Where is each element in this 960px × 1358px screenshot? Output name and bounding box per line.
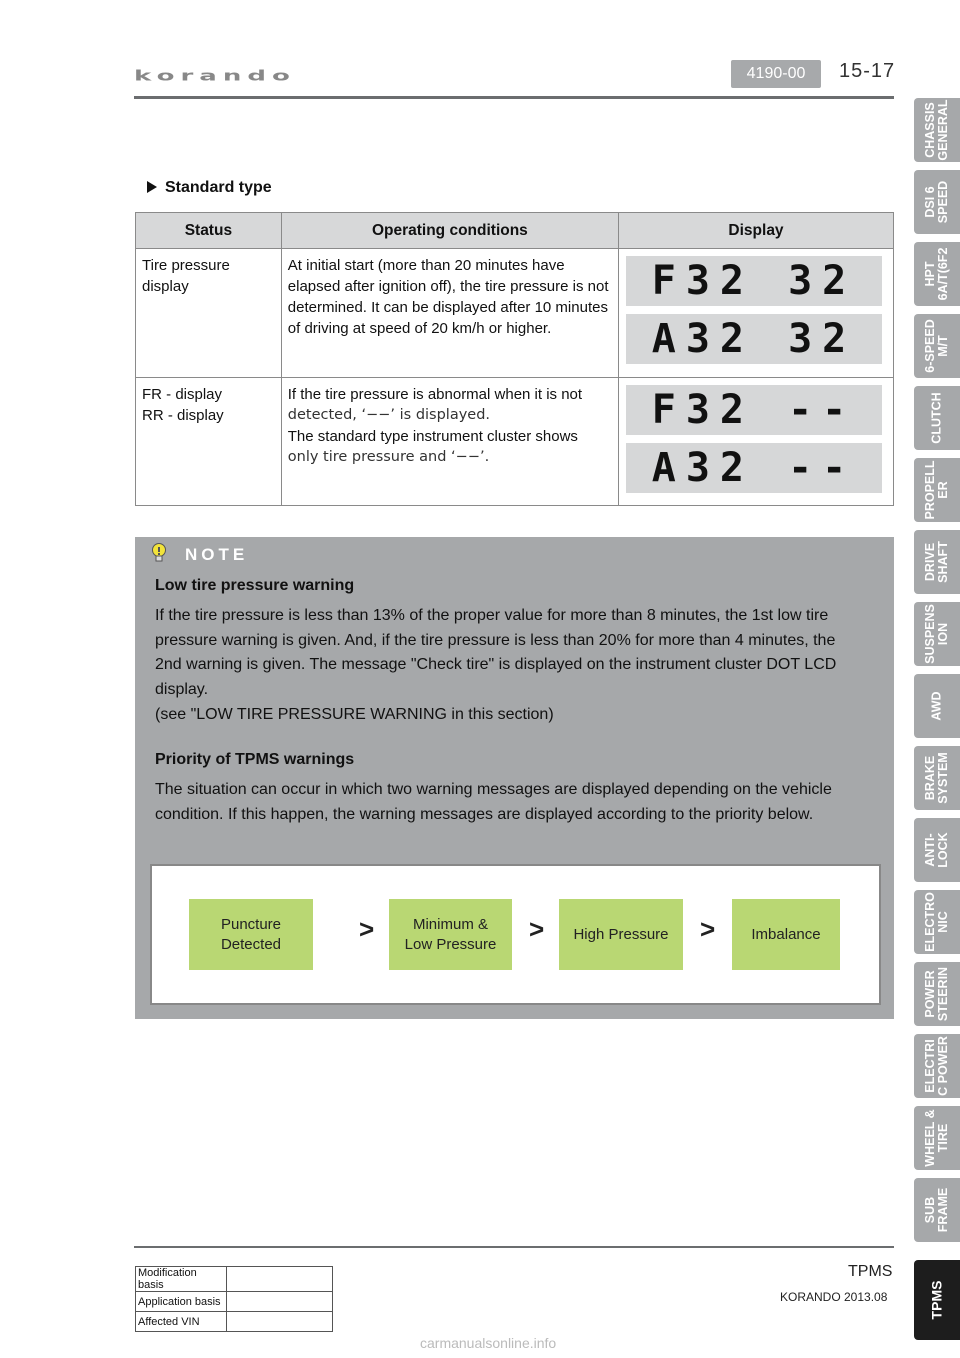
column-header: Status bbox=[136, 213, 282, 249]
priority-box: High Pressure bbox=[559, 899, 683, 970]
priority-box: Minimum & Low Pressure bbox=[389, 899, 512, 970]
display-cell bbox=[619, 249, 894, 378]
lcd-display: A32 32 bbox=[626, 314, 882, 364]
table-row bbox=[136, 249, 894, 378]
status-cell: FR - display RR - display bbox=[136, 378, 282, 506]
side-tab-chassis-general[interactable]: CHASSIS GENERAL bbox=[914, 98, 960, 162]
side-tab-sub-frame[interactable]: SUB FRAME bbox=[914, 1178, 960, 1242]
condition-cell: At initial start (more than 20 minutes have elapsed after ignition off), the tire pressure is not determined. It can be displayed after 10 minutes of driving at speed of 20 km/h or higher. bbox=[281, 249, 618, 378]
condition-cell: If the tire pressure is abnormal when it is not detected, ‘−−’ is displayed. The standard type instrument cluster shows only tire pressure and ‘−−’. bbox=[281, 378, 618, 506]
column-header: Operating conditions bbox=[281, 213, 618, 249]
priority-separator: > bbox=[359, 914, 375, 944]
side-tab-drive-shaft[interactable]: DRIVE SHAFT bbox=[914, 530, 960, 594]
standard-type-table bbox=[135, 212, 894, 506]
table-header-row bbox=[136, 213, 894, 249]
lcd-display: F32 32 bbox=[626, 256, 882, 306]
side-tab-power-steering[interactable]: POWER STEERIN bbox=[914, 962, 960, 1026]
side-tab-wheel-tire[interactable]: WHEEL & TIRE bbox=[914, 1106, 960, 1170]
footer-title: TPMS bbox=[848, 1263, 893, 1280]
lcd-display: A32 -- bbox=[626, 443, 882, 493]
note-label: NOTE bbox=[185, 545, 249, 564]
note-heading-priority: Priority of TPMS warnings bbox=[155, 751, 355, 768]
side-tab-propeller[interactable]: PROPELL ER bbox=[914, 458, 960, 522]
footer-divider bbox=[134, 1246, 894, 1248]
note-paragraph: If the tire pressure is less than 13% of the proper value for more than 8 minutes, the 1st low tire pressure warning is given. And, if the tire pressure is less than 20% for more than 4 minutes, the 2nd warning is given. The message "Check tire" is displayed on the instrument cluster DOT LCD display. bbox=[155, 607, 837, 698]
side-tab-dsi-6-speed[interactable]: DSI 6 SPEED bbox=[914, 170, 960, 234]
triangle-bullet-icon bbox=[147, 181, 157, 193]
table-row: Modification basis bbox=[136, 1267, 333, 1292]
note-heading-low-pressure: Low tire pressure warning bbox=[155, 577, 355, 594]
lightbulb-icon bbox=[151, 543, 167, 563]
side-tab-hpt-6at[interactable]: HPT 6A/T(6F2 bbox=[914, 242, 960, 306]
note-paragraph: The situation can occur in which two warning messages are displayed depending on the vehicle condition. If this happen, the warning messages are displayed according to the priority below. bbox=[155, 781, 832, 823]
side-tab-tpms[interactable]: TPMS bbox=[914, 1260, 960, 1340]
table-row: Application basis bbox=[136, 1292, 333, 1312]
lcd-display: F32 -- bbox=[626, 385, 882, 435]
display-cell bbox=[619, 378, 894, 506]
side-tab-electronic[interactable]: ELECTRO NIC bbox=[914, 890, 960, 954]
note-reference: (see "LOW TIRE PRESSURE WARNING in this section) bbox=[155, 706, 554, 723]
priority-diagram bbox=[150, 864, 881, 1005]
priority-separator: > bbox=[700, 914, 716, 944]
page-number: 15-17 bbox=[839, 60, 896, 82]
column-header: Display bbox=[619, 213, 894, 249]
korando-logo: korando bbox=[134, 68, 296, 85]
section-code-badge: 4190-00 bbox=[731, 60, 821, 88]
watermark: carmanualsonline.info bbox=[420, 1335, 557, 1351]
section-title: Standard type bbox=[147, 179, 272, 197]
footer-subtitle: KORANDO 2013.08 bbox=[780, 1290, 888, 1304]
side-tab-clutch[interactable]: CLUTCH bbox=[914, 386, 960, 450]
side-tab-brake-system[interactable]: BRAKE SYSTEM bbox=[914, 746, 960, 810]
side-tab-awd[interactable]: AWD bbox=[914, 674, 960, 738]
header-divider bbox=[134, 96, 894, 99]
side-tab-6-speed-mt[interactable]: 6-SPEED M/T bbox=[914, 314, 960, 378]
modification-table bbox=[135, 1266, 333, 1332]
side-tab-electric-power[interactable]: ELECTRI C POWER bbox=[914, 1034, 960, 1098]
priority-separator: > bbox=[529, 914, 545, 944]
status-cell: Tire pressure display bbox=[136, 249, 282, 378]
table-row: Affected VIN bbox=[136, 1312, 333, 1332]
priority-box: Puncture Detected bbox=[189, 899, 313, 970]
priority-box: Imbalance bbox=[732, 899, 840, 970]
side-tab-suspension[interactable]: SUSPENS ION bbox=[914, 602, 960, 666]
table-row bbox=[136, 378, 894, 506]
side-tab-anti-lock[interactable]: ANTI- LOCK bbox=[914, 818, 960, 882]
